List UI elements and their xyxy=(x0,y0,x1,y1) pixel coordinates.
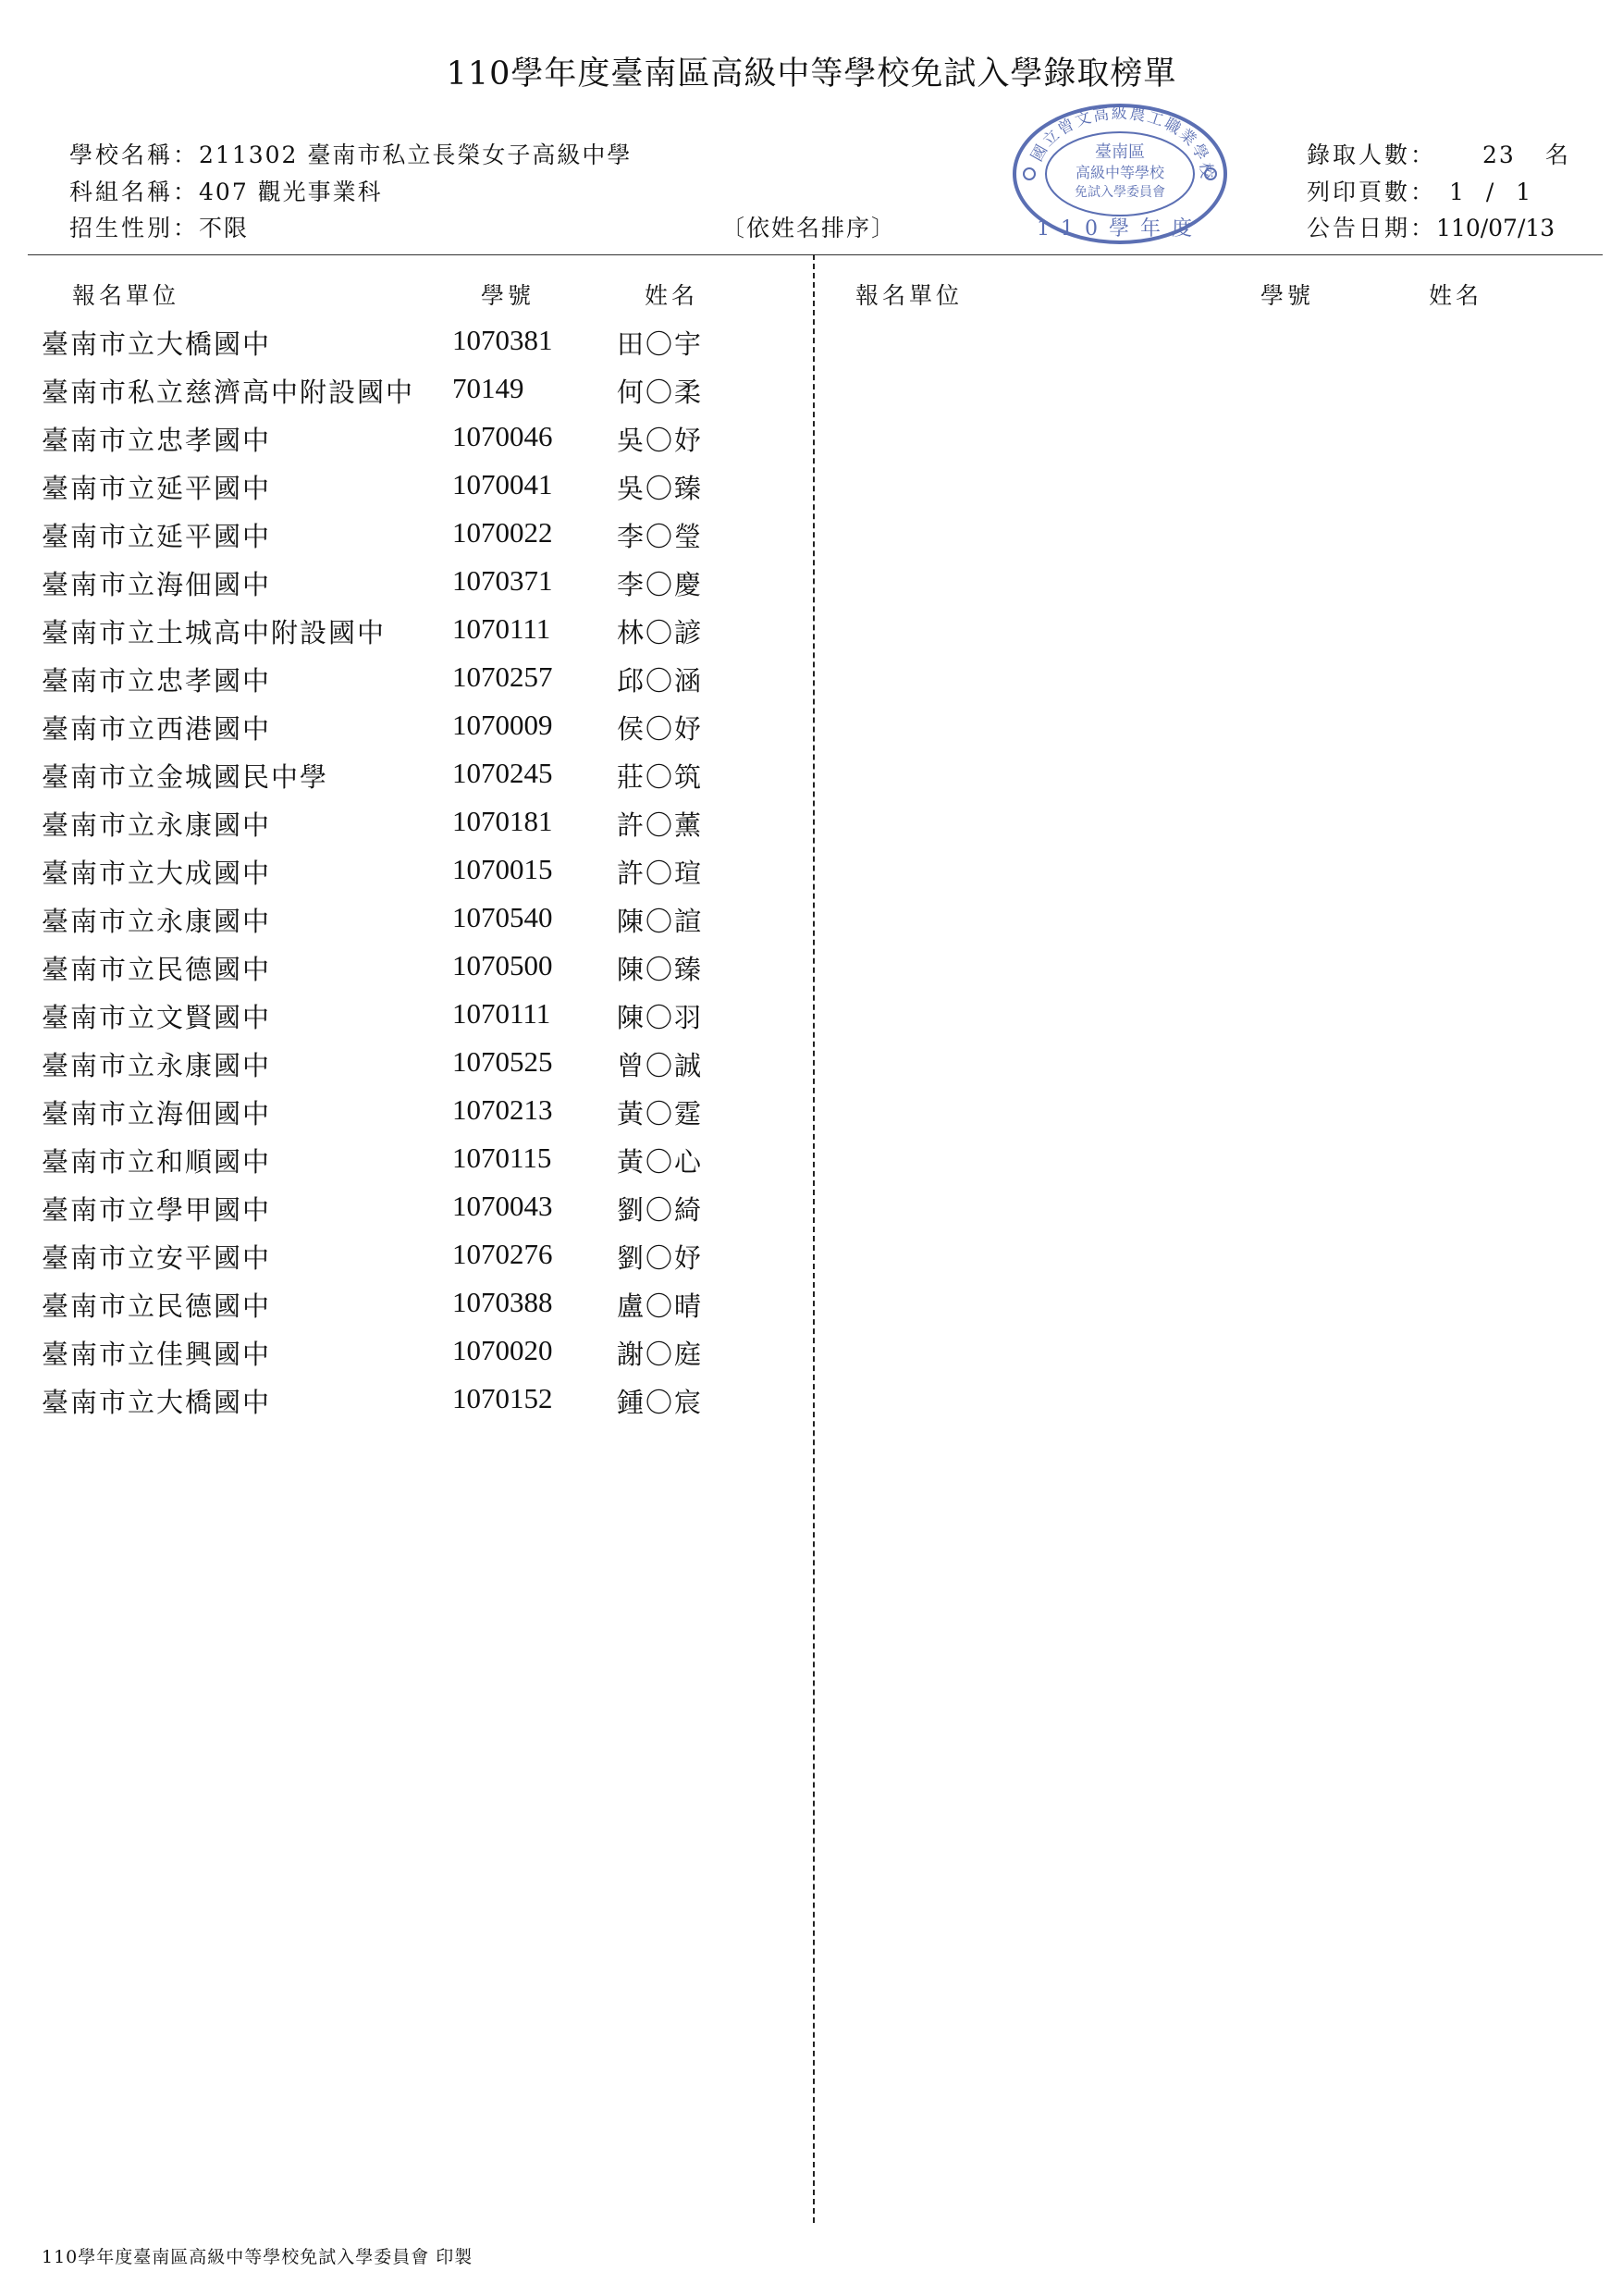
page-value: 1 / 1 xyxy=(1449,179,1539,205)
page-info xyxy=(1307,174,1538,207)
table-row xyxy=(0,853,813,901)
column-divider xyxy=(813,254,815,2223)
table-row xyxy=(0,564,813,612)
table-row xyxy=(0,1045,813,1093)
row-id: 70149 xyxy=(452,372,524,404)
row-id: 1070043 xyxy=(452,1190,553,1222)
row-id: 1070041 xyxy=(452,468,553,500)
row-id: 1070388 xyxy=(452,1286,553,1318)
row-unit: 臺南市立永康國中 xyxy=(42,809,272,841)
row-unit: 臺南市立永康國中 xyxy=(42,906,272,937)
gender-info xyxy=(69,210,249,243)
col-header-id: 學號 xyxy=(481,282,535,309)
table-row xyxy=(0,901,813,949)
row-name: 黃〇霆 xyxy=(617,1098,704,1129)
admit-label: 錄取人數： xyxy=(1307,142,1437,168)
row-id: 1070046 xyxy=(452,420,553,452)
row-unit: 臺南市立永康國中 xyxy=(42,1050,272,1081)
table-row xyxy=(0,1190,813,1238)
row-unit: 臺南市立大橋國中 xyxy=(42,328,272,360)
row-name: 陳〇諠 xyxy=(617,906,704,937)
col-header-unit: 報名單位 xyxy=(72,282,180,309)
row-name: 鍾〇宸 xyxy=(617,1387,704,1418)
row-name: 謝〇庭 xyxy=(617,1339,704,1370)
table-row xyxy=(0,1286,813,1334)
row-unit: 臺南市立延平國中 xyxy=(42,473,272,504)
row-name: 吳〇臻 xyxy=(617,473,704,504)
table-row xyxy=(0,949,813,997)
admit-info xyxy=(1307,137,1570,170)
row-id: 1070245 xyxy=(452,757,553,789)
svg-text:高級中等學校: 高級中等學校 xyxy=(1075,164,1165,181)
row-name: 許〇薰 xyxy=(617,809,704,841)
table-row xyxy=(0,709,813,757)
dept-label: 科組名稱： xyxy=(69,179,200,205)
date-info xyxy=(1307,210,1555,243)
dept-value: 407 觀光事業科 xyxy=(199,179,383,205)
row-unit: 臺南市立民德國中 xyxy=(42,1290,272,1322)
row-unit: 臺南市立海佃國中 xyxy=(42,1098,272,1129)
row-unit: 臺南市立大橋國中 xyxy=(42,1387,272,1418)
table-row xyxy=(0,420,813,468)
row-id: 1070152 xyxy=(452,1382,553,1414)
row-name: 邱〇涵 xyxy=(617,665,704,697)
row-name: 林〇諺 xyxy=(617,617,704,648)
svg-text:110學年度: 110學年度 xyxy=(1037,217,1203,241)
row-name: 吳〇妤 xyxy=(617,425,704,456)
col-header-name: 姓名 xyxy=(645,282,699,309)
row-name: 莊〇筑 xyxy=(617,761,704,793)
row-id: 1070181 xyxy=(452,805,553,837)
row-id: 1070257 xyxy=(452,660,553,693)
row-id: 1070371 xyxy=(452,564,553,597)
date-label: 公告日期： xyxy=(1307,215,1437,241)
row-name: 黃〇心 xyxy=(617,1146,704,1178)
row-name: 陳〇羽 xyxy=(617,1002,704,1033)
table-row xyxy=(0,757,813,805)
official-seal xyxy=(1011,102,1229,246)
date-value: 110/07/13 xyxy=(1436,215,1555,241)
row-name: 田〇宇 xyxy=(617,328,704,360)
footer-imprint: 110學年度臺南區高級中等學校免試入學委員會 印製 xyxy=(42,2247,473,2267)
row-id: 1070213 xyxy=(452,1093,553,1126)
row-unit: 臺南市立延平國中 xyxy=(42,521,272,552)
row-unit: 臺南市立佳興國中 xyxy=(42,1339,272,1370)
row-name: 曾〇誠 xyxy=(617,1050,704,1081)
table-row xyxy=(0,612,813,660)
row-name: 李〇慶 xyxy=(617,569,704,600)
table-row xyxy=(0,1093,813,1142)
row-id: 1070015 xyxy=(452,853,553,885)
col-header-id-right: 學號 xyxy=(1260,282,1315,309)
admit-unit: 名 xyxy=(1544,142,1570,168)
row-id: 1070022 xyxy=(452,516,553,549)
row-id: 1070525 xyxy=(452,1045,553,1078)
row-id: 1070115 xyxy=(452,1142,552,1174)
table-row xyxy=(0,805,813,853)
school-value: 211302 臺南市私立長榮女子高級中學 xyxy=(199,142,633,168)
row-unit: 臺南市立土城高中附設國中 xyxy=(42,617,387,648)
row-id: 1070020 xyxy=(452,1334,553,1366)
row-unit: 臺南市立民德國中 xyxy=(42,954,272,985)
table-row xyxy=(0,997,813,1045)
table-row xyxy=(0,1238,813,1286)
page-title: 110學年度臺南區高級中等學校免試入學錄取榜單 xyxy=(446,56,1177,93)
header-divider xyxy=(28,254,1603,255)
row-name: 何〇柔 xyxy=(617,376,704,408)
table-row xyxy=(0,516,813,564)
row-unit: 臺南市立海佃國中 xyxy=(42,569,272,600)
row-unit: 臺南市私立慈濟高中附設國中 xyxy=(42,376,415,408)
school-label: 學校名稱： xyxy=(69,142,200,168)
row-id: 1070111 xyxy=(452,997,551,1030)
row-unit: 臺南市立金城國民中學 xyxy=(42,761,329,793)
row-id: 1070111 xyxy=(452,612,551,645)
row-unit: 臺南市立西港國中 xyxy=(42,713,272,745)
row-name: 劉〇綺 xyxy=(617,1194,704,1226)
row-id: 1070500 xyxy=(452,949,553,981)
row-id: 1070381 xyxy=(452,324,553,356)
svg-text:免試入學委員會: 免試入學委員會 xyxy=(1075,185,1165,200)
table-row xyxy=(0,372,813,420)
row-unit: 臺南市立文賢國中 xyxy=(42,1002,272,1033)
school-info xyxy=(69,137,632,170)
table-row xyxy=(0,1382,813,1430)
row-unit: 臺南市立大成國中 xyxy=(42,858,272,889)
gender-value: 不限 xyxy=(199,215,250,241)
row-name: 劉〇妤 xyxy=(617,1242,704,1274)
sort-note: 〔依姓名排序〕 xyxy=(721,215,897,241)
page-label: 列印頁數： xyxy=(1307,179,1437,205)
row-name: 盧〇晴 xyxy=(617,1290,704,1322)
admission-list xyxy=(0,324,813,1430)
row-name: 侯〇妤 xyxy=(617,713,704,745)
table-row xyxy=(0,1142,813,1190)
row-id: 1070276 xyxy=(452,1238,553,1270)
table-row xyxy=(0,1334,813,1382)
table-row xyxy=(0,324,813,372)
row-unit: 臺南市立學甲國中 xyxy=(42,1194,272,1226)
row-name: 許〇瑄 xyxy=(617,858,704,889)
admit-count: 23 xyxy=(1482,142,1516,168)
row-id: 1070540 xyxy=(452,901,553,933)
svg-text:臺南區: 臺南區 xyxy=(1095,142,1145,162)
row-name: 李〇瑩 xyxy=(617,521,704,552)
col-header-unit-right: 報名單位 xyxy=(855,282,964,309)
table-row xyxy=(0,468,813,516)
dept-info xyxy=(69,174,383,207)
row-unit: 臺南市立和順國中 xyxy=(42,1146,272,1178)
table-row xyxy=(0,660,813,709)
row-id: 1070009 xyxy=(452,709,553,741)
row-unit: 臺南市立安平國中 xyxy=(42,1242,272,1274)
gender-label: 招生性別： xyxy=(69,215,200,241)
row-unit: 臺南市立忠孝國中 xyxy=(42,425,272,456)
svg-text:國立曾文高級農工職業學校: 國立曾文高級農工職業學校 xyxy=(1027,104,1216,181)
row-unit: 臺南市立忠孝國中 xyxy=(42,665,272,697)
row-name: 陳〇臻 xyxy=(617,954,704,985)
col-header-name-right: 姓名 xyxy=(1429,282,1483,309)
